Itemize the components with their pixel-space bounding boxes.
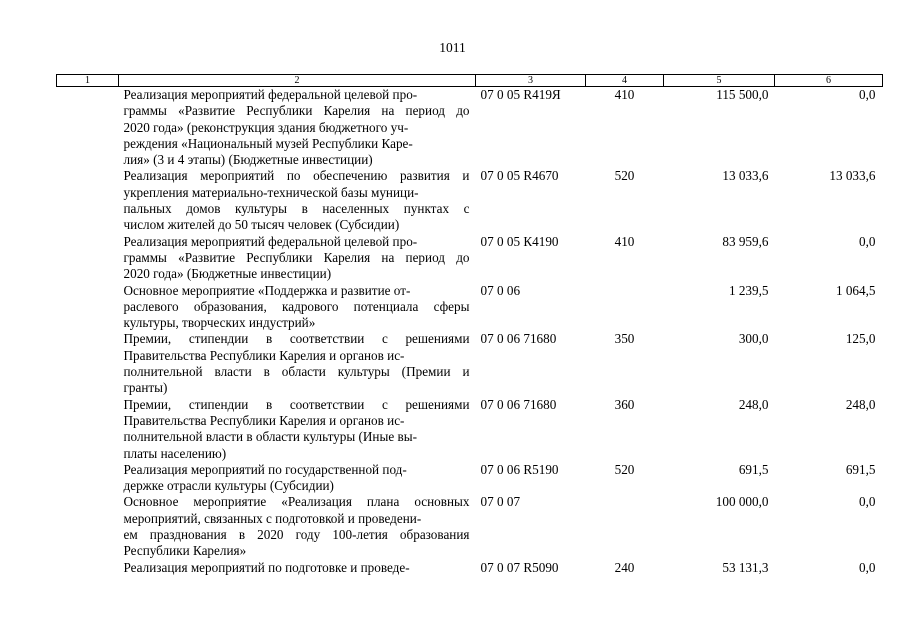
row-col-1-cell — [57, 234, 119, 283]
row-amount-col-5-cell: 13 033,6 — [722, 168, 769, 184]
row-name-cell — [119, 462, 476, 495]
table-row — [57, 234, 883, 283]
header-col-6: 6 — [775, 75, 883, 87]
row-amount-col-5-cell: 691,5 — [738, 461, 769, 477]
row-name-line: держке отрасли культуры (Субсидии) — [123, 478, 334, 494]
header-row — [57, 75, 883, 87]
row-name-line: ем празднования в 2020 году 100-летия образования — [123, 527, 470, 543]
row-code-cell: 07 0 05 R4670 — [480, 168, 559, 184]
row-expense-type-cell: 520 — [614, 168, 635, 184]
row-amount-col-5-cell: 53 131,3 — [722, 559, 769, 575]
table-row — [57, 494, 883, 559]
row-name-line: пальных домов культуры в населенных пунктах с — [123, 201, 470, 217]
row-name-line: Реализация мероприятий по государственной под- — [123, 461, 407, 477]
row-name-line: культуры, творческих индустрий» — [123, 315, 316, 331]
row-name-line: раслевого образования, кадрового потенциала сферы — [123, 298, 470, 314]
row-amount-col-5-cell: 100 000,0 — [715, 494, 769, 510]
row-amount-col-5-cell: 248,0 — [738, 396, 769, 412]
row-expense-type-cell: 520 — [614, 461, 635, 477]
header-col-5: 5 — [664, 75, 775, 87]
row-name-cell — [119, 168, 476, 233]
row-name-line: граммы «Развитие Республики Карелия на период до — [123, 103, 470, 119]
row-name-line: платы населению) — [123, 445, 227, 461]
row-expense-type-cell: 240 — [614, 559, 635, 575]
row-name-line: полнительной власти в области культуры (Иные вы- — [123, 429, 417, 445]
row-code-cell: 07 0 05 R419Я — [480, 87, 561, 102]
row-expense-type-cell: 350 — [614, 331, 635, 347]
row-name-line: граммы «Развитие Республики Карелия на период до — [123, 249, 470, 265]
table-row — [57, 87, 883, 169]
table-row — [57, 168, 883, 233]
row-code-cell: 07 0 07 R5090 — [480, 559, 559, 575]
header-col-4: 4 — [586, 75, 664, 87]
row-amount-col-5-cell: 300,0 — [738, 331, 769, 347]
row-name-line: Основное мероприятие «Поддержка и развитие от- — [123, 282, 411, 298]
table-body — [57, 87, 883, 576]
budget-table — [56, 74, 883, 576]
row-name-cell — [119, 234, 476, 283]
row-amount-col-5-cell: 1 239,5 — [728, 282, 769, 298]
row-amount-col-6-cell: 691,5 — [845, 461, 876, 477]
row-name-line: Республики Карелия» — [123, 543, 247, 559]
row-col-1-cell — [57, 168, 119, 233]
row-name-line: Премии, стипендии в соответствии с решениями — [123, 396, 470, 412]
row-name-line: Премии, стипендии в соответствии с решениями — [123, 331, 470, 347]
row-col-1-cell — [57, 397, 119, 462]
row-col-1-cell — [57, 560, 119, 576]
row-name-cell — [119, 283, 476, 332]
row-amount-col-6-cell: 125,0 — [845, 331, 876, 347]
row-amount-col-6-cell: 13 033,6 — [829, 168, 876, 184]
table-row — [57, 560, 883, 576]
row-name-cell — [119, 87, 476, 169]
row-name-line: Реализация мероприятий по подготовке и проведе- — [123, 559, 410, 575]
row-name-line: укрепления материально-технической базы муници- — [123, 184, 419, 200]
row-expense-type-cell — [586, 494, 664, 559]
row-col-1-cell — [57, 494, 119, 559]
row-expense-type-cell — [586, 283, 664, 332]
row-name-line: гранты) — [123, 380, 168, 396]
row-col-1-cell — [57, 462, 119, 495]
row-amount-col-6-cell: 0,0 — [859, 233, 876, 249]
header-col-2: 2 — [119, 75, 476, 87]
row-code-cell: 07 0 05 К4190 — [480, 233, 559, 249]
row-code-cell: 07 0 06 71680 — [480, 396, 557, 412]
table-row — [57, 331, 883, 396]
row-amount-col-5-cell: 83 959,6 — [722, 233, 769, 249]
row-amount-col-6-cell: 248,0 — [845, 396, 876, 412]
row-code-cell: 07 0 06 R5190 — [480, 461, 559, 477]
row-name-line: Основное мероприятие «Реализация плана основных — [123, 494, 470, 510]
row-amount-col-6-cell: 0,0 — [859, 559, 876, 575]
row-name-line: мероприятий, связанных с подготовкой и проведени- — [123, 510, 422, 526]
table-row — [57, 397, 883, 462]
row-code-cell: 07 0 06 71680 — [480, 331, 557, 347]
row-name-line: лия» (3 и 4 этапы) (Бюджетные инвестиции) — [123, 152, 373, 168]
header-col-3: 3 — [476, 75, 586, 87]
table-header — [57, 75, 883, 87]
row-code-cell: 07 0 07 — [480, 494, 521, 510]
page-number: 1011 — [439, 40, 466, 55]
row-col-1-cell — [57, 283, 119, 332]
row-name-cell — [119, 560, 476, 576]
row-amount-col-6-cell: 0,0 — [859, 87, 876, 102]
row-amount-col-6-cell: 1 064,5 — [835, 282, 876, 298]
table-row — [57, 283, 883, 332]
row-amount-col-6-cell: 0,0 — [859, 494, 876, 510]
header-col-1: 1 — [57, 75, 119, 87]
row-amount-col-5-cell: 115 500,0 — [716, 87, 769, 102]
row-name-line: Реализация мероприятий по обеспечению развития и — [123, 168, 470, 184]
row-name-line: числом жителей до 50 тысяч человек (Субсидии) — [123, 217, 400, 233]
row-name-cell — [119, 331, 476, 396]
row-col-1-cell — [57, 331, 119, 396]
row-col-1-cell — [57, 87, 119, 169]
row-name-line: Правительства Республики Карелия и органов ис- — [123, 412, 405, 428]
row-name-line: Правительства Республики Карелия и органов ис- — [123, 347, 405, 363]
row-expense-type-cell: 410 — [614, 233, 635, 249]
row-name-cell — [119, 494, 476, 559]
row-name-line: полнительной власти в области культуры (Премии и — [123, 364, 470, 380]
row-name-line: реждения «Национальный музей Республики Каре- — [123, 135, 413, 151]
row-expense-type-cell: 410 — [614, 87, 635, 102]
row-name-line: 2020 года» (реконструкция здания бюджетного уч- — [123, 119, 409, 135]
row-name-line: Реализация мероприятий федеральной целевой про- — [123, 87, 418, 102]
row-name-cell — [119, 397, 476, 462]
row-name-line: Реализация мероприятий федеральной целевой про- — [123, 233, 418, 249]
row-expense-type-cell: 360 — [614, 396, 635, 412]
table-row — [57, 462, 883, 495]
row-name-line: 2020 года» (Бюджетные инвестиции) — [123, 266, 332, 282]
row-code-cell: 07 0 06 — [480, 282, 521, 298]
